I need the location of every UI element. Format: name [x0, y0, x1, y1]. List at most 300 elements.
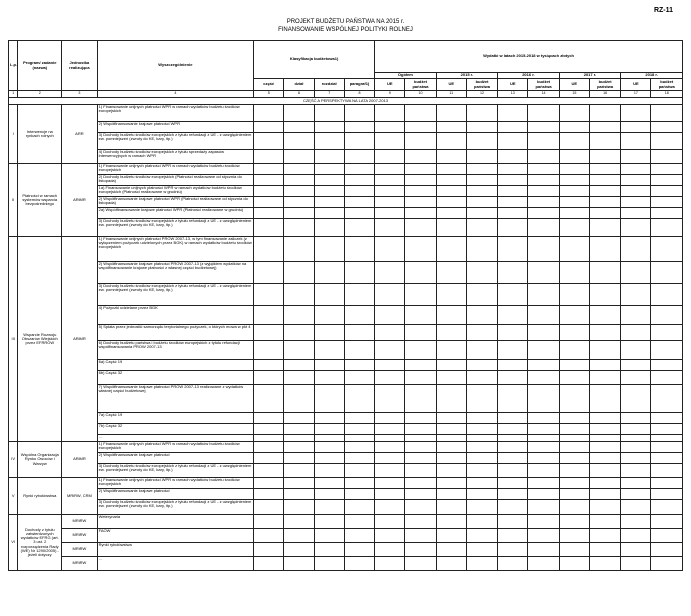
value-cell[interactable] — [375, 478, 405, 489]
value-cell[interactable] — [559, 284, 589, 306]
value-cell[interactable] — [344, 219, 374, 237]
value-cell[interactable] — [314, 341, 344, 360]
value-cell[interactable] — [559, 464, 589, 478]
value-cell[interactable] — [344, 424, 374, 435]
value-cell[interactable] — [651, 515, 683, 529]
value-cell[interactable] — [466, 453, 497, 464]
value-cell[interactable] — [621, 424, 651, 435]
value-cell[interactable] — [344, 543, 374, 557]
value-cell[interactable] — [466, 164, 497, 175]
value-cell[interactable] — [405, 464, 436, 478]
value-cell[interactable] — [314, 515, 344, 529]
value-cell[interactable] — [466, 360, 497, 371]
value-cell[interactable] — [589, 219, 620, 237]
value-cell[interactable] — [375, 360, 405, 371]
value-cell[interactable] — [314, 186, 344, 197]
value-cell[interactable] — [651, 489, 683, 500]
value-cell[interactable] — [344, 371, 374, 385]
value-cell[interactable] — [375, 133, 405, 150]
value-cell[interactable] — [651, 464, 683, 478]
value-cell[interactable] — [528, 325, 559, 341]
value-cell[interactable] — [405, 435, 436, 442]
value-cell[interactable] — [528, 122, 559, 133]
value-cell[interactable] — [436, 325, 466, 341]
value-cell[interactable] — [498, 515, 528, 529]
value-cell[interactable] — [405, 133, 436, 150]
value-cell[interactable] — [498, 341, 528, 360]
value-cell[interactable] — [528, 150, 559, 164]
value-cell[interactable] — [589, 262, 620, 284]
value-cell[interactable] — [466, 237, 497, 262]
value-cell[interactable] — [344, 105, 374, 122]
value-cell[interactable] — [344, 341, 374, 360]
value-cell[interactable] — [375, 371, 405, 385]
value-cell[interactable] — [559, 208, 589, 219]
value-cell[interactable] — [314, 237, 344, 262]
value-cell[interactable] — [254, 442, 284, 453]
value-cell[interactable] — [375, 186, 405, 197]
value-cell[interactable] — [436, 175, 466, 186]
value-cell[interactable] — [466, 435, 497, 442]
value-cell[interactable] — [405, 105, 436, 122]
value-cell[interactable] — [589, 413, 620, 424]
value-cell[interactable] — [314, 453, 344, 464]
value-cell[interactable] — [621, 262, 651, 284]
value-cell[interactable] — [589, 424, 620, 435]
value-cell[interactable] — [254, 489, 284, 500]
value-cell[interactable] — [466, 413, 497, 424]
value-cell[interactable] — [405, 122, 436, 133]
value-cell[interactable] — [466, 529, 497, 543]
value-cell[interactable] — [498, 435, 528, 442]
value-cell[interactable] — [344, 237, 374, 262]
value-cell[interactable] — [375, 197, 405, 208]
value-cell[interactable] — [405, 208, 436, 219]
value-cell[interactable] — [405, 424, 436, 435]
value-cell[interactable] — [466, 325, 497, 341]
value-cell[interactable] — [405, 341, 436, 360]
value-cell[interactable] — [589, 543, 620, 557]
value-cell[interactable] — [651, 186, 683, 197]
value-cell[interactable] — [405, 175, 436, 186]
value-cell[interactable] — [559, 237, 589, 262]
value-cell[interactable] — [284, 515, 314, 529]
value-cell[interactable] — [589, 489, 620, 500]
value-cell[interactable] — [254, 306, 284, 325]
value-cell[interactable] — [621, 543, 651, 557]
value-cell[interactable] — [559, 360, 589, 371]
value-cell[interactable] — [559, 219, 589, 237]
value-cell[interactable] — [528, 341, 559, 360]
value-cell[interactable] — [528, 175, 559, 186]
value-cell[interactable] — [528, 219, 559, 237]
value-cell[interactable] — [498, 424, 528, 435]
value-cell[interactable] — [436, 385, 466, 413]
value-cell[interactable] — [559, 385, 589, 413]
value-cell[interactable] — [528, 284, 559, 306]
value-cell[interactable] — [254, 186, 284, 197]
value-cell[interactable] — [621, 529, 651, 543]
value-cell[interactable] — [344, 284, 374, 306]
value-cell[interactable] — [589, 105, 620, 122]
value-cell[interactable] — [344, 262, 374, 284]
value-cell[interactable] — [284, 237, 314, 262]
value-cell[interactable] — [528, 385, 559, 413]
value-cell[interactable] — [254, 122, 284, 133]
value-cell[interactable] — [589, 435, 620, 442]
value-cell[interactable] — [436, 237, 466, 262]
value-cell[interactable] — [284, 164, 314, 175]
value-cell[interactable] — [375, 306, 405, 325]
value-cell[interactable] — [405, 197, 436, 208]
value-cell[interactable] — [314, 489, 344, 500]
value-cell[interactable] — [528, 464, 559, 478]
value-cell[interactable] — [254, 371, 284, 385]
value-cell[interactable] — [589, 341, 620, 360]
value-cell[interactable] — [344, 442, 374, 453]
value-cell[interactable] — [375, 413, 405, 424]
value-cell[interactable] — [498, 219, 528, 237]
value-cell[interactable] — [559, 150, 589, 164]
value-cell[interactable] — [344, 133, 374, 150]
value-cell[interactable] — [651, 371, 683, 385]
value-cell[interactable] — [375, 219, 405, 237]
value-cell[interactable] — [651, 435, 683, 442]
value-cell[interactable] — [621, 306, 651, 325]
value-cell[interactable] — [528, 371, 559, 385]
value-cell[interactable] — [436, 371, 466, 385]
value-cell[interactable] — [621, 478, 651, 489]
value-cell[interactable] — [436, 122, 466, 133]
value-cell[interactable] — [436, 360, 466, 371]
value-cell[interactable] — [621, 164, 651, 175]
value-cell[interactable] — [405, 237, 436, 262]
value-cell[interactable] — [436, 529, 466, 543]
value-cell[interactable] — [284, 150, 314, 164]
value-cell[interactable] — [651, 360, 683, 371]
value-cell[interactable] — [498, 284, 528, 306]
value-cell[interactable] — [466, 284, 497, 306]
value-cell[interactable] — [314, 150, 344, 164]
value-cell[interactable] — [589, 306, 620, 325]
value-cell[interactable] — [314, 175, 344, 186]
value-cell[interactable] — [405, 413, 436, 424]
value-cell[interactable] — [284, 371, 314, 385]
value-cell[interactable] — [344, 186, 374, 197]
value-cell[interactable] — [621, 435, 651, 442]
value-cell[interactable] — [589, 164, 620, 175]
value-cell[interactable] — [254, 453, 284, 464]
value-cell[interactable] — [651, 385, 683, 413]
value-cell[interactable] — [589, 133, 620, 150]
value-cell[interactable] — [405, 489, 436, 500]
value-cell[interactable] — [651, 237, 683, 262]
value-cell[interactable] — [589, 208, 620, 219]
value-cell[interactable] — [314, 325, 344, 341]
value-cell[interactable] — [559, 325, 589, 341]
value-cell[interactable] — [621, 341, 651, 360]
value-cell[interactable] — [589, 385, 620, 413]
value-cell[interactable] — [498, 500, 528, 515]
value-cell[interactable] — [405, 478, 436, 489]
value-cell[interactable] — [344, 385, 374, 413]
value-cell[interactable] — [589, 557, 620, 571]
value-cell[interactable] — [405, 284, 436, 306]
value-cell[interactable] — [375, 500, 405, 515]
value-cell[interactable] — [375, 325, 405, 341]
value-cell[interactable] — [498, 262, 528, 284]
value-cell[interactable] — [498, 237, 528, 262]
value-cell[interactable] — [284, 464, 314, 478]
value-cell[interactable] — [498, 413, 528, 424]
value-cell[interactable] — [466, 150, 497, 164]
value-cell[interactable] — [436, 489, 466, 500]
value-cell[interactable] — [498, 164, 528, 175]
value-cell[interactable] — [254, 500, 284, 515]
value-cell[interactable] — [589, 464, 620, 478]
value-cell[interactable] — [254, 150, 284, 164]
value-cell[interactable] — [284, 306, 314, 325]
value-cell[interactable] — [651, 529, 683, 543]
value-cell[interactable] — [436, 413, 466, 424]
value-cell[interactable] — [621, 175, 651, 186]
value-cell[interactable] — [284, 197, 314, 208]
value-cell[interactable] — [589, 150, 620, 164]
value-cell[interactable] — [559, 164, 589, 175]
value-cell[interactable] — [466, 219, 497, 237]
value-cell[interactable] — [528, 237, 559, 262]
value-cell[interactable] — [621, 150, 651, 164]
value-cell[interactable] — [651, 500, 683, 515]
value-cell[interactable] — [436, 442, 466, 453]
value-cell[interactable] — [314, 208, 344, 219]
value-cell[interactable] — [344, 197, 374, 208]
value-cell[interactable] — [528, 186, 559, 197]
value-cell[interactable] — [621, 122, 651, 133]
value-cell[interactable] — [621, 500, 651, 515]
value-cell[interactable] — [559, 435, 589, 442]
value-cell[interactable] — [466, 341, 497, 360]
value-cell[interactable] — [405, 306, 436, 325]
value-cell[interactable] — [621, 464, 651, 478]
value-cell[interactable] — [375, 464, 405, 478]
value-cell[interactable] — [344, 453, 374, 464]
value-cell[interactable] — [528, 557, 559, 571]
value-cell[interactable] — [651, 150, 683, 164]
value-cell[interactable] — [621, 219, 651, 237]
value-cell[interactable] — [621, 385, 651, 413]
value-cell[interactable] — [436, 306, 466, 325]
value-cell[interactable] — [559, 543, 589, 557]
value-cell[interactable] — [284, 557, 314, 571]
value-cell[interactable] — [314, 133, 344, 150]
value-cell[interactable] — [284, 385, 314, 413]
value-cell[interactable] — [344, 529, 374, 543]
value-cell[interactable] — [466, 306, 497, 325]
value-cell[interactable] — [559, 424, 589, 435]
value-cell[interactable] — [466, 208, 497, 219]
value-cell[interactable] — [254, 557, 284, 571]
value-cell[interactable] — [284, 478, 314, 489]
value-cell[interactable] — [314, 262, 344, 284]
value-cell[interactable] — [314, 464, 344, 478]
value-cell[interactable] — [254, 478, 284, 489]
value-cell[interactable] — [436, 515, 466, 529]
value-cell[interactable] — [254, 219, 284, 237]
value-cell[interactable] — [559, 133, 589, 150]
value-cell[interactable] — [589, 284, 620, 306]
value-cell[interactable] — [375, 262, 405, 284]
value-cell[interactable] — [254, 237, 284, 262]
value-cell[interactable] — [375, 442, 405, 453]
value-cell[interactable] — [498, 105, 528, 122]
value-cell[interactable] — [651, 453, 683, 464]
value-cell[interactable] — [405, 543, 436, 557]
value-cell[interactable] — [344, 122, 374, 133]
value-cell[interactable] — [405, 262, 436, 284]
value-cell[interactable] — [589, 442, 620, 453]
value-cell[interactable] — [651, 175, 683, 186]
value-cell[interactable] — [436, 208, 466, 219]
value-cell[interactable] — [589, 175, 620, 186]
value-cell[interactable] — [559, 478, 589, 489]
value-cell[interactable] — [284, 500, 314, 515]
value-cell[interactable] — [559, 341, 589, 360]
value-cell[interactable] — [466, 105, 497, 122]
value-cell[interactable] — [559, 371, 589, 385]
value-cell[interactable] — [254, 164, 284, 175]
value-cell[interactable] — [405, 453, 436, 464]
value-cell[interactable] — [498, 150, 528, 164]
value-cell[interactable] — [466, 478, 497, 489]
value-cell[interactable] — [466, 122, 497, 133]
value-cell[interactable] — [344, 500, 374, 515]
value-cell[interactable] — [498, 122, 528, 133]
value-cell[interactable] — [528, 197, 559, 208]
value-cell[interactable] — [589, 360, 620, 371]
value-cell[interactable] — [651, 262, 683, 284]
value-cell[interactable] — [589, 197, 620, 208]
value-cell[interactable] — [375, 557, 405, 571]
value-cell[interactable] — [589, 453, 620, 464]
value-cell[interactable] — [405, 529, 436, 543]
value-cell[interactable] — [375, 529, 405, 543]
value-cell[interactable] — [344, 478, 374, 489]
value-cell[interactable] — [344, 435, 374, 442]
value-cell[interactable] — [284, 325, 314, 341]
value-cell[interactable] — [621, 360, 651, 371]
value-cell[interactable] — [344, 464, 374, 478]
value-cell[interactable] — [254, 133, 284, 150]
value-cell[interactable] — [498, 529, 528, 543]
value-cell[interactable] — [498, 478, 528, 489]
value-cell[interactable] — [621, 325, 651, 341]
value-cell[interactable] — [498, 543, 528, 557]
value-cell[interactable] — [528, 413, 559, 424]
value-cell[interactable] — [405, 186, 436, 197]
value-cell[interactable] — [314, 219, 344, 237]
value-cell[interactable] — [405, 500, 436, 515]
value-cell[interactable] — [375, 150, 405, 164]
value-cell[interactable] — [436, 164, 466, 175]
value-cell[interactable] — [375, 385, 405, 413]
value-cell[interactable] — [254, 543, 284, 557]
value-cell[interactable] — [254, 529, 284, 543]
value-cell[interactable] — [405, 219, 436, 237]
value-cell[interactable] — [559, 413, 589, 424]
value-cell[interactable] — [254, 105, 284, 122]
value-cell[interactable] — [589, 500, 620, 515]
value-cell[interactable] — [498, 385, 528, 413]
value-cell[interactable] — [254, 360, 284, 371]
value-cell[interactable] — [284, 105, 314, 122]
value-cell[interactable] — [528, 360, 559, 371]
value-cell[interactable] — [375, 341, 405, 360]
value-cell[interactable] — [559, 557, 589, 571]
value-cell[interactable] — [589, 325, 620, 341]
value-cell[interactable] — [651, 208, 683, 219]
value-cell[interactable] — [621, 186, 651, 197]
value-cell[interactable] — [344, 489, 374, 500]
value-cell[interactable] — [651, 219, 683, 237]
value-cell[interactable] — [621, 197, 651, 208]
value-cell[interactable] — [466, 424, 497, 435]
value-cell[interactable] — [621, 515, 651, 529]
value-cell[interactable] — [528, 500, 559, 515]
value-cell[interactable] — [498, 133, 528, 150]
value-cell[interactable] — [314, 371, 344, 385]
value-cell[interactable] — [621, 284, 651, 306]
value-cell[interactable] — [254, 208, 284, 219]
value-cell[interactable] — [284, 529, 314, 543]
value-cell[interactable] — [466, 186, 497, 197]
value-cell[interactable] — [589, 371, 620, 385]
value-cell[interactable] — [559, 186, 589, 197]
value-cell[interactable] — [621, 453, 651, 464]
value-cell[interactable] — [651, 105, 683, 122]
value-cell[interactable] — [284, 208, 314, 219]
value-cell[interactable] — [436, 219, 466, 237]
value-cell[interactable] — [284, 435, 314, 442]
value-cell[interactable] — [528, 306, 559, 325]
value-cell[interactable] — [436, 262, 466, 284]
value-cell[interactable] — [314, 478, 344, 489]
value-cell[interactable] — [405, 360, 436, 371]
value-cell[interactable] — [436, 557, 466, 571]
value-cell[interactable] — [254, 413, 284, 424]
value-cell[interactable] — [436, 435, 466, 442]
value-cell[interactable] — [254, 197, 284, 208]
value-cell[interactable] — [314, 105, 344, 122]
value-cell[interactable] — [498, 208, 528, 219]
value-cell[interactable] — [375, 515, 405, 529]
value-cell[interactable] — [284, 284, 314, 306]
value-cell[interactable] — [651, 306, 683, 325]
value-cell[interactable] — [651, 543, 683, 557]
value-cell[interactable] — [528, 208, 559, 219]
value-cell[interactable] — [559, 197, 589, 208]
value-cell[interactable] — [254, 464, 284, 478]
value-cell[interactable] — [254, 424, 284, 435]
value-cell[interactable] — [254, 325, 284, 341]
value-cell[interactable] — [405, 325, 436, 341]
value-cell[interactable] — [284, 360, 314, 371]
value-cell[interactable] — [498, 453, 528, 464]
value-cell[interactable] — [559, 262, 589, 284]
value-cell[interactable] — [559, 515, 589, 529]
value-cell[interactable] — [284, 442, 314, 453]
value-cell[interactable] — [621, 557, 651, 571]
